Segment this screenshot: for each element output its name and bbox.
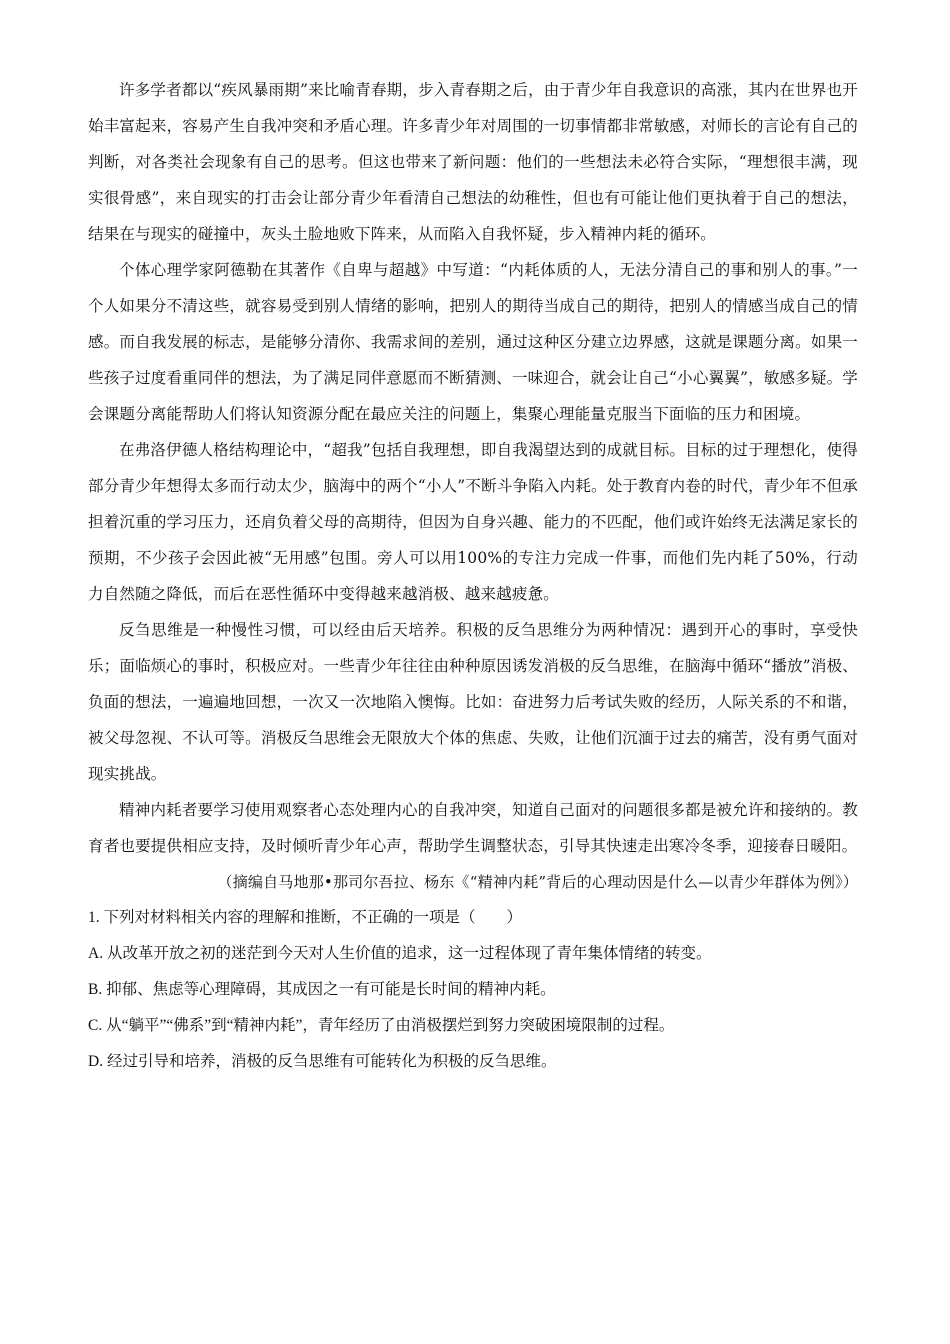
option-d: D. 经过引导和培养，消极的反刍思维有可能转化为积极的反刍思维。 xyxy=(88,1053,557,1070)
question-stem: 1. 下列对材料相关内容的理解和推断，不正确的一项是（ ） xyxy=(88,909,523,926)
question-block xyxy=(88,900,858,1080)
paragraph-freud: 在弗洛伊德人格结构理论中，“超我”包括自我理想，即自我渴望达到的成就目标。目标的过于理想化，使得部分青少年想得太多而行动太少，脑海中的两个“小人”不断斗争陷入内耗。处于教育内卷的时代，青少年不但承担着沉重的学习压力，还肩负着父母的高期待，但因为自身兴趣、能力的不匹配，他们或许始终无法满足家长的预期，不少孩子会因此被“无用感”包围。旁人可以用100%的专注力完成一件事，而他们先内耗了50%，行动力自然随之降低，而后在恶性循环中变得越来越消极、越来越疲惫。 xyxy=(88,441,858,603)
paragraph-rumination: 反刍思维是一种慢性习惯，可以经由后天培养。积极的反刍思维分为两种情况：遇到开心的事时，享受快乐；面临烦心的事时，积极应对。一些青少年往往由种种原因诱发消极的反刍思维，在脑海中循环“播放”消极、负面的想法，一遍遍地回想，一次又一次地陷入懊悔。比如：奋进努力后考试失败的经历，人际关系的不和谐，被父母忽视、不认可等。消极反刍思维会无限放大个体的焦虑、失败，让他们沉湎于过去的痛苦，没有勇气面对现实挑战。 xyxy=(88,621,858,783)
paragraph-adler: 个体心理学家阿德勒在其著作《自卑与超越》中写道：“内耗体质的人，无法分清自己的事和别人的事。”一个人如果分不清这些，就容易受到别人情绪的影响，把别人的期待当成自己的期待，把别人的情感当成自己的情感。而自我发展的标志，是能够分清你、我需求间的差别，通过这种区分建立边界感，这就是课题分离。如果一些孩子过度看重同伴的想法，为了满足同伴意愿而不断猜测、一味迎合，就会让自己“小心翼翼”，敏感多疑。学会课题分离能帮助人们将认知资源分配在最应关注的问题上，集聚心理能量克服当下面临的压力和困境。 xyxy=(88,261,858,423)
paragraph-conclusion: 精神内耗者要学习使用观察者心态处理内心的自我冲突，知道自己面对的问题很多都是被允许和接纳的。教育者也要提供相应支持，及时倾听青少年心声，帮助学生调整状态，引导其快速走出寒冷冬季，迎接春日暖阳。 xyxy=(88,801,858,855)
reading-passage xyxy=(88,72,858,1080)
option-b: B. 抑郁、焦虑等心理障碍，其成因之一有可能是长时间的精神内耗。 xyxy=(88,981,556,998)
paragraph-adolescence: 许多学者都以“疾风暴雨期”来比喻青春期，步入青春期之后，由于青少年自我意识的高涨，其内在世界也开始丰富起来，容易产生自我冲突和矛盾心理。许多青少年对周围的一切事情都非常敏感，对师长的言论有自己的判断，对各类社会现象有自己的思考。但这也带来了新问题：他们的一些想法未必符合实际，“理想很丰满，现实很骨感”，来自现实的打击会让部分青少年看清自己想法的幼稚性，但也有可能让他们更执着于自己的想法，结果在与现实的碰撞中，灰头土脸地败下阵来，从而陷入自我怀疑，步入精神内耗的循环。 xyxy=(88,81,858,243)
source-citation: （摘编自马地那•那司尔吾拉、杨东《“精神内耗”背后的心理动因是什么—以青少年群体为例》） xyxy=(217,873,858,891)
option-a: A. 从改革开放之初的迷茫到今天对人生价值的追求，这一过程体现了青年集体情绪的转变。 xyxy=(88,945,712,962)
option-c: C. 从“躺平”“佛系”到“精神内耗”，青年经历了由消极摆烂到努力突破困境限制的过程。 xyxy=(88,1017,675,1034)
